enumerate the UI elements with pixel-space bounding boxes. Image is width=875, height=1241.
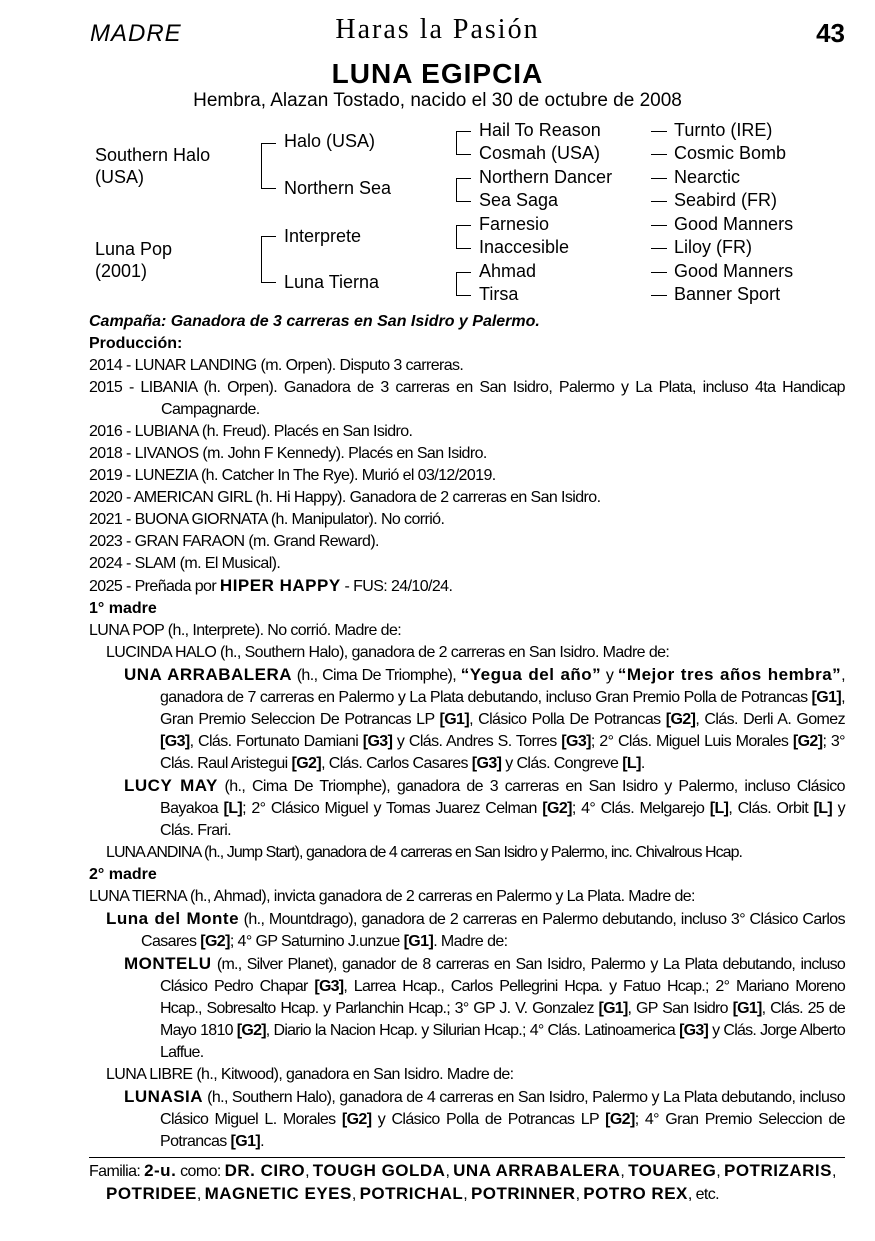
bracket-line — [261, 188, 276, 189]
award: “Yegua del año” — [460, 665, 602, 684]
dash-line — [651, 201, 667, 202]
family-horse: TOUGH GOLDA — [312, 1161, 446, 1180]
production-item: 2014 - LUNAR LANDING (m. Orpen). Disputo 3 carreras. — [89, 357, 464, 374]
pedigree-gen3: Hail To Reason — [479, 120, 601, 140]
second-dam-heading: 2° madre — [89, 866, 157, 883]
text: y Clás. Andres S. Torres — [392, 733, 562, 750]
production-item: 2019 - LUNEZIA (h. Catcher In The Rye). Murió el 03/12/2019. — [89, 467, 496, 484]
separator: , — [716, 1163, 724, 1180]
montelu-entry — [89, 953, 845, 1064]
dash-line — [651, 178, 667, 179]
family-line — [89, 1157, 845, 1183]
text: ; 3° Clás. Raul Aristegui — [160, 733, 845, 772]
pedigree-gen4: Cosmic Bomb — [674, 143, 787, 163]
family-horse: TOUAREG — [628, 1161, 717, 1180]
grade: [G1] — [811, 689, 842, 706]
first-dam-heading: 1° madre — [89, 600, 157, 617]
grade: [G2] — [665, 711, 696, 728]
text: como: — [176, 1163, 225, 1180]
separator: , — [445, 1163, 454, 1180]
una-arrabalera-entry — [89, 664, 845, 775]
production-item: 2023 - GRAN FARAON (m. Grand Reward). — [89, 533, 379, 550]
grade: [G3] — [679, 1022, 709, 1039]
horse-bold: Luna del Monte — [106, 909, 240, 928]
pedigree-gen3: Inaccesible — [479, 237, 570, 257]
pedigree-gen4: Liloy (FR) — [674, 237, 753, 257]
family-label: Familia: — [89, 1163, 145, 1180]
grade: [G1] — [598, 1000, 628, 1017]
luna-libre-line: LUNA LIBRE (h., Kitwood), ganadora en San Isidro. Madre de: — [106, 1066, 514, 1083]
text: ; 2° Clásico Miguel y Tomas Juarez Celman — [242, 800, 543, 817]
pedigree-gen3: Sea Saga — [479, 190, 559, 210]
separator: , — [831, 1163, 836, 1180]
grade: [L] — [622, 755, 641, 772]
text: y Clás. Congreve — [501, 755, 623, 772]
horse-bold: LUCY MAY — [124, 776, 218, 795]
pedigree-dam: Luna Pop (2001) — [95, 239, 173, 281]
bracket-line — [456, 225, 457, 248]
family-line-2 — [89, 1183, 845, 1206]
grade: [G2] — [236, 1022, 266, 1039]
dash-line — [651, 131, 667, 132]
bracket-line — [261, 143, 276, 144]
pedigree-gen3: Ahmad — [479, 261, 537, 281]
grade: [L] — [709, 800, 729, 817]
family-horse: POTRIDEE — [106, 1184, 197, 1203]
horse-bold: MONTELU — [124, 954, 212, 973]
grade: [G3] — [314, 978, 344, 995]
text: , Gran Premio Seleccion De Potrancas LP — [160, 689, 845, 728]
production-heading: Producción: — [89, 335, 183, 352]
text: . — [640, 755, 645, 772]
pedigree-gen3: Tirsa — [479, 284, 519, 304]
text: , Clás. 25 de Mayo 1810 — [160, 1000, 845, 1039]
pedigree-gen3: Cosmah (USA) — [479, 143, 601, 163]
bracket-line — [456, 178, 457, 201]
text: , Clás. Fortunato Damiani — [189, 733, 363, 750]
text: , Clás. Orbit — [728, 800, 814, 817]
text: ; 4° GP Saturnino J.unzue — [229, 933, 404, 950]
grade: [G3] — [362, 733, 393, 750]
separator: , — [351, 1186, 360, 1203]
grade: [G2] — [200, 933, 230, 950]
second-dam-line: LUNA TIERNA (h., Ahmad), invicta ganadora de 2 carreras en Palermo y La Plata. Madre de: — [89, 888, 695, 905]
bracket-line — [456, 201, 471, 202]
grade: [L] — [223, 800, 243, 817]
grade: [G2] — [605, 1111, 635, 1128]
text: (h., Cima De Triomphe), — [292, 667, 461, 684]
pedigree-gen3: Farnesio — [479, 214, 550, 234]
text: 2025 - Preñada por — [89, 578, 220, 595]
pedigree-gen2: Halo (USA) — [284, 131, 376, 151]
text: ; 2° Clás. Miguel Luis Morales — [590, 733, 793, 750]
family-horse: DR. CIRO — [224, 1161, 306, 1180]
pedigree-gen4: Nearctic — [674, 167, 741, 187]
production-item: 2020 - AMERICAN GIRL (h. Hi Happy). Ganadora de 2 carreras en San Isidro. — [89, 489, 601, 506]
luna-del-monte-entry — [89, 908, 845, 953]
lucy-may-entry — [89, 775, 845, 842]
bracket-line — [456, 154, 471, 155]
family-horse: POTRO REX — [583, 1184, 688, 1203]
production-item: 2018 - LIVANOS (m. John F Kennedy). Placés en San Isidro. — [89, 445, 487, 462]
pedigree-gen4: Seabird (FR) — [674, 190, 778, 210]
pedigree-gen4: Turnto (IRE) — [674, 120, 773, 140]
dash-line — [651, 154, 667, 155]
grade: [G2] — [542, 800, 572, 817]
pedigree-sire: Southern Halo (USA) — [95, 145, 211, 187]
grade: [G2] — [291, 755, 322, 772]
bracket-line — [456, 248, 471, 249]
grade: [G1] — [230, 1133, 261, 1150]
bracket-line — [261, 282, 276, 283]
text: , Clás. Derli A. Gomez — [695, 711, 845, 728]
family-etc: , etc. — [687, 1186, 719, 1203]
text: . Madre de: — [433, 933, 508, 950]
horse-description: Hembra, Alazan Tostado, nacido el 30 de octubre de 2008 — [193, 90, 682, 111]
page-number: 43 — [816, 18, 845, 48]
pedigree-gen4: Good Manners — [674, 261, 794, 281]
campaign-line: Campaña: Ganadora de 3 carreras en San Isidro y Palermo. — [89, 313, 540, 330]
text: y Clásico Polla de Potrancas LP — [371, 1111, 606, 1128]
farm-name: Haras la Pasión — [335, 14, 540, 45]
luna-andina-line: LUNA ANDINA (h., Jump Start), ganadora de 4 carreras en San Isidro y Palermo, inc. Chivalrous Hcap. — [106, 844, 743, 861]
production-item: 2024 - SLAM (m. El Musical). — [89, 555, 281, 572]
text: (m., Silver Planet), ganador de 8 carreras en San Isidro, Palermo y La Plata debutando, incluso Clásico Pedro Chapar — [160, 956, 845, 995]
production-item: 2021 - BUONA GIORNATA (h. Manipulator). No corrió. — [89, 511, 445, 528]
pedigree-gen2: Luna Tierna — [284, 272, 380, 292]
text: , Clásico Polla De Potrancas — [469, 711, 666, 728]
bracket-line — [456, 178, 471, 179]
text: ; 4° Clás. Melgarejo — [571, 800, 710, 817]
grade: [G3] — [471, 755, 502, 772]
family-horse: MAGNETIC EYES — [204, 1184, 352, 1203]
text: (h., Mountdrago), ganadora de 2 carreras en Palermo debutando, incluso 3° Clásico Carlos Casares — [141, 911, 845, 950]
production-item: 2016 - LUBIANA (h. Freud). Placés en San Isidro. — [89, 423, 413, 440]
first-dam-line: LUNA POP (h., Interprete). No corrió. Madre de: — [89, 622, 402, 639]
bracket-line — [456, 295, 471, 296]
dash-line — [651, 225, 667, 226]
bracket-line — [456, 272, 457, 295]
separator: , — [620, 1163, 629, 1180]
lunasia-entry — [89, 1086, 845, 1153]
separator: , — [196, 1186, 205, 1203]
text: , ganadora de 7 carreras en Palermo y La Plata debutando, incluso Gran Premio Polla de Potrancas — [160, 667, 846, 706]
grade: [G2] — [341, 1111, 372, 1128]
text: , Clás. Carlos Casares — [321, 755, 472, 772]
dash-line — [651, 295, 667, 296]
body-text — [89, 311, 845, 1206]
grade: [G3] — [561, 733, 591, 750]
grade: [L] — [813, 800, 833, 817]
family-horse: UNA ARRABALERA — [453, 1161, 621, 1180]
bracket-line — [456, 225, 471, 226]
bracket-line — [456, 131, 471, 132]
pedigree-gen2: Interprete — [284, 226, 362, 246]
grade: [G1] — [732, 1000, 762, 1017]
family-horse: POTRICHAL — [359, 1184, 464, 1203]
pedigree-gen3: Northern Dancer — [479, 167, 613, 187]
text: ; 4° Gran Premio Seleccion de Potrancas — [160, 1111, 845, 1150]
horse-name: LUNA EGIPCIA — [331, 58, 544, 89]
text: , GP San Isidro — [627, 1000, 733, 1017]
horse-bold: LUNASIA — [124, 1087, 204, 1106]
horse-bold: UNA ARRABALERA — [124, 665, 293, 684]
text: y Clás. Jorge Alberto Laffue. — [160, 1022, 846, 1061]
text: y — [601, 667, 618, 684]
text: (h., Cima De Triomphe), ganadora de 3 carreras en San Isidro y Palermo, incluso Clásico Bayakoa — [160, 778, 845, 817]
pedigree-gen4: Good Manners — [674, 214, 794, 234]
separator: , — [463, 1186, 471, 1203]
grade: [G3] — [160, 733, 190, 750]
bracket-line — [456, 272, 471, 273]
grade: [G2] — [792, 733, 823, 750]
production-item — [89, 575, 845, 598]
grade: [G1] — [439, 711, 470, 728]
text: (h., Southern Halo), ganadora de 4 carreras en San Isidro, Palermo y La Plata debutando, incluso Clásico Miguel L. Morales — [160, 1089, 845, 1128]
bracket-line — [261, 236, 262, 282]
family-horse: POTRINNER — [470, 1184, 576, 1203]
bracket-line — [261, 236, 276, 237]
family-code: 2-u. — [144, 1161, 177, 1180]
section-label: MADRE — [90, 20, 182, 47]
separator: , — [305, 1163, 313, 1180]
dash-line — [651, 272, 667, 273]
text: , Larrea Hcap., Carlos Pellegrini Hcpa. y Fatuo Hcap.; 2° Mariano Moreno Hcap., Sobresalto Hcap. y Parlanchin Hcap.; 3° GP J. V. Gonzalez — [160, 978, 846, 1017]
family-horse: POTRIZARIS — [724, 1161, 832, 1180]
bracket-line — [456, 131, 457, 154]
text: , Diario la Nacion Hcap. y Silurian Hcap.; 4° Clás. Latinoamerica — [265, 1022, 680, 1039]
bracket-line — [261, 143, 262, 188]
stallion-name: HIPER HAPPY — [219, 576, 341, 595]
text: y Clás. Frari. — [160, 800, 845, 839]
lucinda-line: LUCINDA HALO (h., Southern Halo), ganadora de 2 carreras en San Isidro. Madre de: — [106, 644, 670, 661]
pedigree-gen2: Northern Sea — [284, 178, 392, 198]
pedigree-gen4: Banner Sport — [674, 284, 781, 304]
dash-line — [651, 248, 667, 249]
separator: , — [575, 1186, 584, 1203]
grade: [G1] — [403, 933, 434, 950]
text: - FUS: 24/10/24. — [340, 578, 453, 595]
award: “Mejor tres años hembra” — [617, 665, 842, 684]
text: . — [260, 1133, 264, 1150]
production-item: 2015 - LIBANIA (h. Orpen). Ganadora de 3 carreras en San Isidro, Palermo y La Plata, incluso 4ta Handicap Campagnarde. — [89, 379, 845, 418]
